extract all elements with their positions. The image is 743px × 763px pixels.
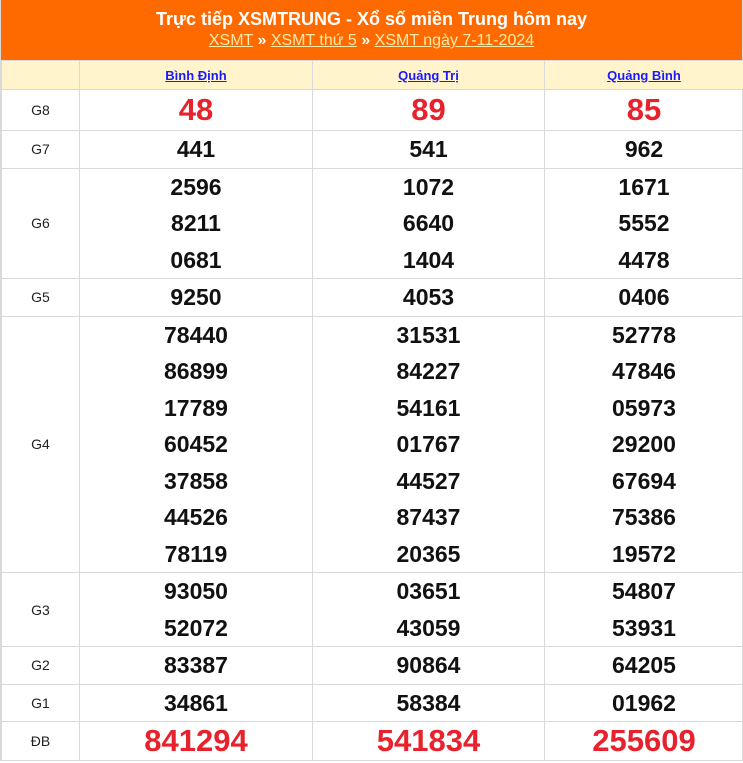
- result-cell: [80, 90, 313, 131]
- result-cell: [545, 131, 743, 169]
- result-cell: [545, 90, 743, 131]
- result-number: 29200: [612, 431, 676, 457]
- result-number: 05973: [612, 394, 676, 421]
- result-cell: [80, 647, 313, 685]
- result-cell: [80, 722, 313, 761]
- breadcrumb-separator: »: [361, 32, 371, 49]
- result-number: 255609: [592, 723, 696, 758]
- result-number: 1671: [618, 173, 670, 200]
- prize-label: G7: [2, 131, 80, 169]
- province-header-cell: [313, 61, 545, 90]
- result-number: 84227: [396, 358, 461, 384]
- result-cell: [313, 722, 545, 761]
- prize-row: [2, 90, 743, 131]
- result-number: 17789: [164, 394, 228, 421]
- prize-label: G1: [2, 684, 80, 722]
- result-number: 53931: [612, 614, 676, 641]
- page-title: Trực tiếp XSMTRUNG - Xổ số miền Trung hôm nay: [155, 9, 588, 29]
- province-link-quang-tri[interactable]: Quảng Trị: [398, 67, 459, 83]
- result-number: 4478: [618, 246, 670, 273]
- result-cell: [80, 168, 313, 279]
- result-number: 31531: [396, 321, 461, 348]
- result-cell: [313, 131, 545, 169]
- result-number: 9250: [170, 284, 222, 310]
- result-cell: [545, 168, 743, 279]
- results-body: [2, 90, 743, 761]
- result-number: 87437: [396, 504, 461, 530]
- result-number: 03651: [396, 578, 461, 604]
- result-cell: [313, 279, 545, 317]
- breadcrumb-link-xsmt[interactable]: XSMT: [208, 32, 254, 49]
- prize-label: ĐB: [2, 722, 80, 761]
- province-link-quang-binh[interactable]: Quảng Bình: [607, 67, 681, 83]
- result-number: 01962: [612, 689, 676, 716]
- result-number: 01767: [396, 431, 461, 457]
- province-header-cell: [545, 61, 743, 90]
- result-number: 54807: [612, 578, 676, 604]
- result-number: 20365: [396, 540, 461, 567]
- result-number: 64205: [612, 652, 676, 678]
- result-cell: [313, 168, 545, 279]
- result-number: 93050: [164, 578, 228, 604]
- province-header-cell: [80, 61, 313, 90]
- result-cell: [545, 573, 743, 647]
- breadcrumb-separator: »: [257, 32, 267, 49]
- result-cell: [80, 316, 313, 573]
- prize-row: [2, 573, 743, 647]
- result-cell: [545, 722, 743, 761]
- prize-row: [2, 316, 743, 573]
- header-bar: [1, 0, 742, 60]
- result-cell: [80, 684, 313, 722]
- result-number: 90864: [396, 652, 461, 678]
- result-cell: [313, 90, 545, 131]
- result-number: 83387: [164, 652, 228, 678]
- result-number: 58384: [396, 689, 461, 716]
- result-number: 54161: [396, 394, 461, 421]
- result-number: 541834: [376, 723, 481, 758]
- result-number: 37858: [164, 467, 228, 494]
- result-cell: [80, 131, 313, 169]
- result-number: 78440: [164, 321, 228, 348]
- result-number: 19572: [612, 540, 676, 567]
- result-number: 841294: [144, 723, 248, 758]
- result-number: 6640: [402, 210, 455, 236]
- result-number: 0681: [170, 246, 222, 273]
- prize-row: [2, 279, 743, 317]
- prize-row: [2, 722, 743, 761]
- result-number: 52778: [612, 321, 676, 348]
- result-number: 75386: [612, 504, 676, 530]
- prize-row: [2, 647, 743, 685]
- prize-label: G2: [2, 647, 80, 685]
- result-cell: [313, 316, 545, 573]
- result-number: 5552: [618, 210, 670, 236]
- result-number: 52072: [164, 614, 228, 641]
- result-number: 89: [411, 92, 446, 127]
- result-number: 86899: [164, 358, 228, 384]
- breadcrumb: [1, 31, 742, 51]
- prize-label: G5: [2, 279, 80, 317]
- header-corner-cell: [2, 61, 80, 90]
- result-number: 44526: [164, 504, 228, 530]
- result-number: 43059: [396, 614, 461, 641]
- prize-label: G3: [2, 573, 80, 647]
- breadcrumb-link-weekday[interactable]: XSMT thứ 5: [270, 32, 357, 49]
- prize-label: G6: [2, 168, 80, 279]
- result-cell: [545, 316, 743, 573]
- result-number: 67694: [612, 467, 676, 494]
- prize-row: [2, 131, 743, 169]
- result-cell: [313, 573, 545, 647]
- result-number: 541: [409, 136, 448, 162]
- result-number: 0406: [618, 284, 670, 310]
- result-number: 34861: [164, 689, 228, 716]
- result-cell: [545, 279, 743, 317]
- result-number: 85: [626, 92, 662, 127]
- result-number: 78119: [164, 540, 228, 567]
- prize-label: G8: [2, 90, 80, 131]
- result-number: 48: [178, 92, 214, 127]
- result-number: 1404: [402, 246, 455, 273]
- result-number: 962: [624, 136, 664, 162]
- result-number: 2596: [170, 173, 222, 200]
- results-table: [1, 60, 743, 761]
- result-number: 1072: [402, 173, 455, 200]
- result-cell: [545, 684, 743, 722]
- result-number: 60452: [164, 431, 228, 457]
- province-header-row: [2, 61, 743, 90]
- result-number: 44527: [396, 467, 461, 494]
- result-cell: [80, 573, 313, 647]
- result-cell: [545, 647, 743, 685]
- province-link-binh-dinh[interactable]: Bình Định: [165, 67, 227, 83]
- result-number: 4053: [402, 284, 455, 310]
- prize-label: G4: [2, 316, 80, 573]
- result-cell: [313, 647, 545, 685]
- result-number: 8211: [171, 210, 221, 236]
- result-number: 441: [176, 136, 216, 162]
- result-number: 47846: [612, 358, 676, 384]
- breadcrumb-link-date[interactable]: XSMT ngày 7-11-2024: [374, 32, 535, 49]
- prize-row: [2, 168, 743, 279]
- prize-row: [2, 684, 743, 722]
- result-cell: [313, 684, 545, 722]
- result-cell: [80, 279, 313, 317]
